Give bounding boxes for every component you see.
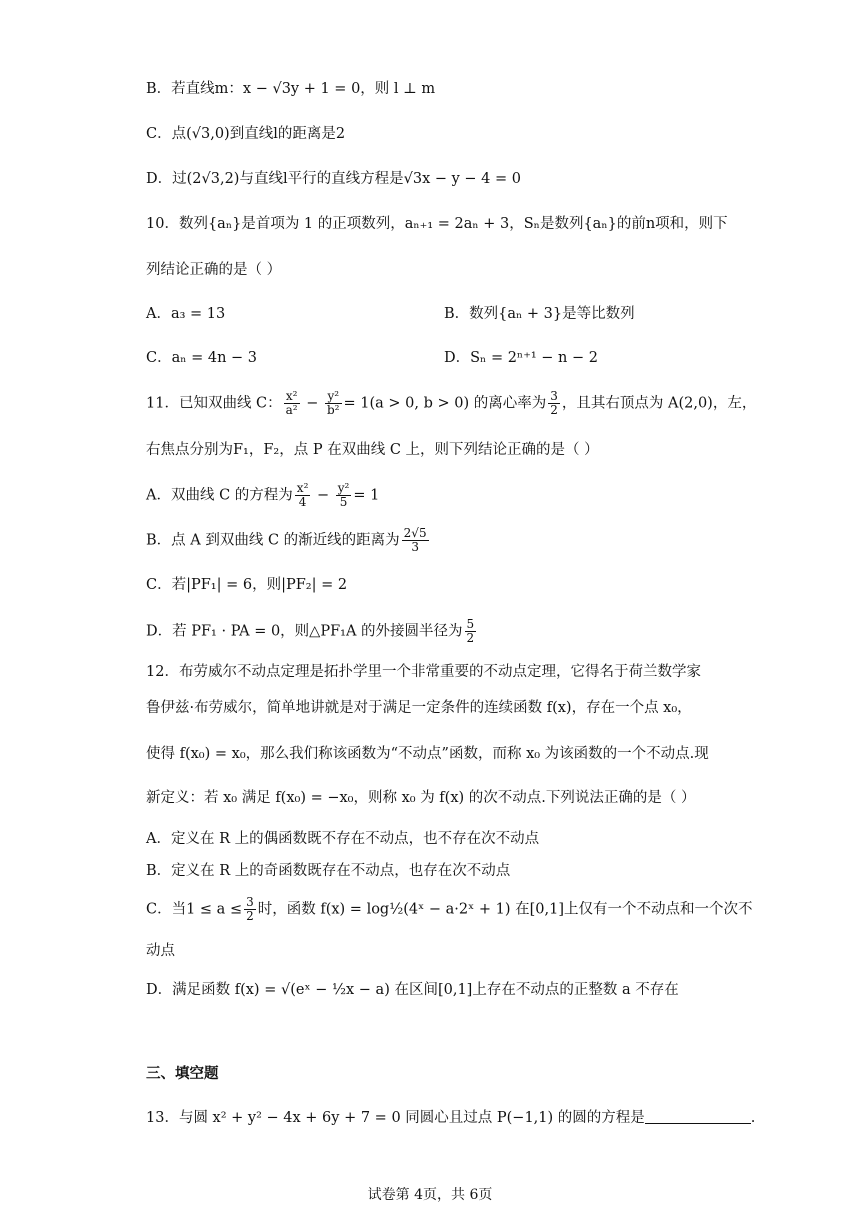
q11-option-b xyxy=(146,527,431,554)
q11-option-d xyxy=(146,618,478,645)
q12-c-post: 时，函数 f(x) = log½(4ˣ − a·2ˣ + 1) 在[0,1]上仅有一个不动点和一个次不 xyxy=(257,901,753,918)
page-footer: 试卷第 4页，共 6页 xyxy=(367,1187,493,1203)
q11-b-prefix: B．点 A 到双曲线 C 的渐近线的距离为 xyxy=(146,532,400,549)
q9-option-b: B．若直线m：x − √3y + 1 = 0，则 l ⊥ m xyxy=(146,81,436,97)
frac-x2-4 xyxy=(295,482,311,509)
frac-den: 2 xyxy=(550,403,558,417)
q9-option-c: C．点(√3,0)到直线l的距离是2 xyxy=(146,126,346,142)
q10-option-a: A．a₃ = 13 xyxy=(146,306,226,322)
q11-stem-line2: 右焦点分别为F₁，F₂，点 P 在双曲线 C 上，则下列结论正确的是（ ） xyxy=(146,442,599,458)
q11-stem-post: ，且其右顶点为 A(2,0)，左， xyxy=(561,395,757,412)
q11-stem-prefix: 11．已知双曲线 C： xyxy=(146,395,282,412)
q12-stem-line3: 使得 f(x₀) = x₀，那么我们称该函数为“不动点”函数，而称 x₀ 为该函数的一个不动点.现 xyxy=(146,746,709,762)
frac-num: y² xyxy=(325,390,342,404)
q10-option-b: B．数列{aₙ + 3}是等比数列 xyxy=(444,306,635,322)
q11-a-prefix: A．双曲线 C 的方程为 xyxy=(146,487,293,504)
frac-y2-b2 xyxy=(325,390,342,417)
frac-den: 4 xyxy=(298,495,307,509)
q10-option-d: D．Sₙ = 2ⁿ⁺¹ − n − 2 xyxy=(444,350,598,366)
frac-num: 3 xyxy=(246,895,254,909)
q11-stem-line1: 11．已知双曲线 C： $\frac{\text{x²}}{\text{a²}}$ − $\frac{\text{y²}}{\text{b²}}$ = 1(a > 0, b > 0) 的离心率为 $\frac{3}{2}$ ，且其右顶点为 A(2,0)，左， xyxy=(146,389,757,417)
q11-d-prefix: D．若 PF₁ · PA = 0，则△PF₁A 的外接圆半径为 xyxy=(146,623,463,640)
frac-den: 5 xyxy=(339,495,348,509)
frac-eccentricity xyxy=(548,390,560,417)
section-heading-fill-in: 三、填空题 xyxy=(146,1065,219,1082)
q11-option-c: C．若|PF₁| = 6，则|PF₂| = 2 xyxy=(146,577,348,593)
q12-option-b: B．定义在 R 上的奇函数既存在不动点，也存在次不动点 xyxy=(146,863,511,879)
q12-stem-line4: 新定义：若 x₀ 满足 f(x₀) = −x₀，则称 x₀ 为 f(x) 的次不动点.下列说法正确的是（ ） xyxy=(146,790,696,806)
q12-option-a: A．定义在 R 上的偶函数既不存在不动点，也不存在次不动点 xyxy=(146,831,540,847)
q12-option-d: D．满足函数 f(x) = √(eˣ − ½x − a) 在区间[0,1]上存在不动点的正整数 a 不存在 xyxy=(146,982,679,998)
q10-option-c: C．aₙ = 4n − 3 xyxy=(146,350,258,366)
frac-den: a² xyxy=(285,403,298,417)
frac-y2-5 xyxy=(336,482,352,509)
q11-option-a: A．双曲线 C 的方程为 $\frac{\text{x²}}{4}$ − $\frac{\text{y²}}{5}$ = 1 xyxy=(146,481,380,509)
frac-num: x² xyxy=(284,390,300,404)
q12-option-c xyxy=(146,896,753,923)
q11-a-post: = 1 xyxy=(353,487,380,504)
q11-stem-mid: = 1(a > 0, b > 0) 的离心率为 xyxy=(343,395,547,412)
frac-den: 2 xyxy=(246,909,254,923)
q12-option-c-cont: 动点 xyxy=(146,943,175,959)
frac-x2-a2 xyxy=(284,390,300,417)
q10-stem-line1: 10．数列{aₙ}是首项为 1 的正项数列，aₙ₊₁ = 2aₙ + 3，Sₙ是数列{aₙ}的前n项和，则下 xyxy=(146,216,728,232)
frac-radius xyxy=(465,618,477,645)
q12-stem-line2: 鲁伊兹·布劳威尔，简单地讲就是对于满足一定条件的连续函数 f(x)，存在一个点 x₀， xyxy=(146,700,692,716)
answer-blank xyxy=(645,1109,751,1124)
frac-distance xyxy=(402,527,429,554)
frac-num: 5 xyxy=(466,617,475,631)
frac-num: 3 xyxy=(550,389,558,403)
q13-line xyxy=(146,1108,755,1128)
q12-stem-line1: 12．布劳威尔不动点定理是拓扑学里一个非常重要的不动点定理，它得名于荷兰数学家 xyxy=(146,664,701,680)
q13-end: . xyxy=(750,1110,756,1126)
frac-num: 2√5 xyxy=(403,526,427,540)
frac-den: b² xyxy=(327,403,340,417)
q9-option-d: D．过(2√3,2)与直线l平行的直线方程是√3x − y − 4 = 0 xyxy=(146,171,521,187)
frac-num: x² xyxy=(296,481,309,495)
q10-stem-line2: 列结论正确的是（ ） xyxy=(146,262,282,278)
frac-num: y² xyxy=(337,481,350,495)
q12-c-prefix: C．当1 ≤ a ≤ xyxy=(146,901,243,918)
frac-den: 3 xyxy=(411,540,419,554)
q13-text: 13．与圆 x² + y² − 4x + 6y + 7 = 0 同圆心且过点 P(−1,1) 的圆的方程是 xyxy=(146,1110,645,1126)
frac-den: 2 xyxy=(466,631,475,645)
frac-3-2 xyxy=(244,896,256,923)
